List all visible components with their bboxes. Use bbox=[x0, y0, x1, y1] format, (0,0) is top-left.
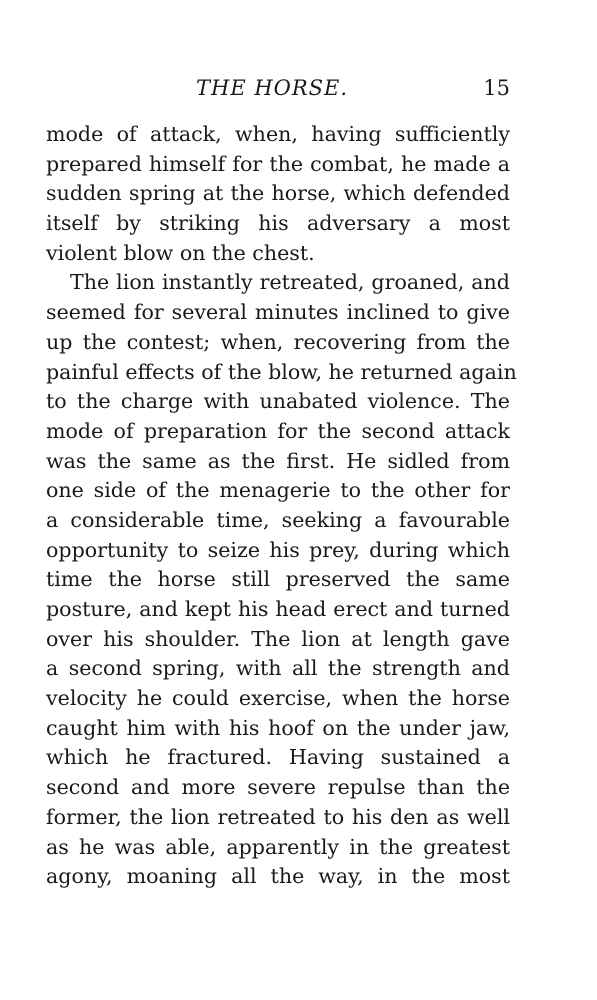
paragraph-1 bbox=[46, 120, 510, 268]
text-line: over his shoulder. The lion at length gave bbox=[46, 626, 510, 651]
text-line: was the same as the first. He sidled from bbox=[46, 448, 510, 473]
text-line: violent blow on the chest. bbox=[46, 240, 315, 265]
text-line: itself by striking his adversary a most bbox=[46, 211, 510, 236]
running-title: THE HORSE. bbox=[196, 76, 349, 100]
text-line: time the horse still preserved the same bbox=[46, 567, 510, 592]
text-line: painful effects of the blow, he returned again bbox=[46, 359, 517, 384]
text-line: up the contest; when, recovering from the bbox=[46, 329, 510, 354]
text-line: mode of preparation for the second attack bbox=[46, 418, 510, 443]
text-line: mode of attack, when, having sufficiently bbox=[46, 122, 510, 146]
page-number: 15 bbox=[483, 76, 510, 100]
text-line: posture, and kept his head erect and turned bbox=[46, 597, 510, 621]
body-text bbox=[46, 120, 517, 892]
text-line: a second spring, with all the strength and bbox=[46, 656, 510, 681]
text-line: prepared himself for the combat, he made a bbox=[46, 151, 510, 176]
running-header bbox=[46, 72, 510, 104]
text-line: seemed for several minutes inclined to give bbox=[46, 300, 510, 325]
text-line: one side of the menagerie to the other for bbox=[46, 478, 510, 503]
text-line: former, the lion retreated to his den as well bbox=[46, 804, 510, 829]
text-line: to the charge with unabated violence. The bbox=[46, 389, 510, 414]
text-line: opportunity to seize his prey, during which bbox=[46, 537, 510, 562]
text-line: a considerable time, seeking a favourable bbox=[46, 507, 510, 532]
text-line: as he was able, apparently in the greatest bbox=[46, 834, 510, 859]
text-line: caught him with his hoof on the under jaw, bbox=[46, 715, 510, 740]
text-line: The lion instantly retreated, groaned, and bbox=[70, 270, 510, 295]
text-line: sudden spring at the horse, which defended bbox=[46, 181, 510, 206]
text-line: velocity he could exercise, when the horse bbox=[46, 686, 510, 711]
text-line: which he fractured. Having sustained a bbox=[46, 745, 510, 770]
text-line: agony, moaning all the way, in the most bbox=[46, 864, 510, 889]
text-line: second and more severe repulse than the bbox=[46, 775, 510, 800]
paragraph-2 bbox=[46, 268, 517, 891]
